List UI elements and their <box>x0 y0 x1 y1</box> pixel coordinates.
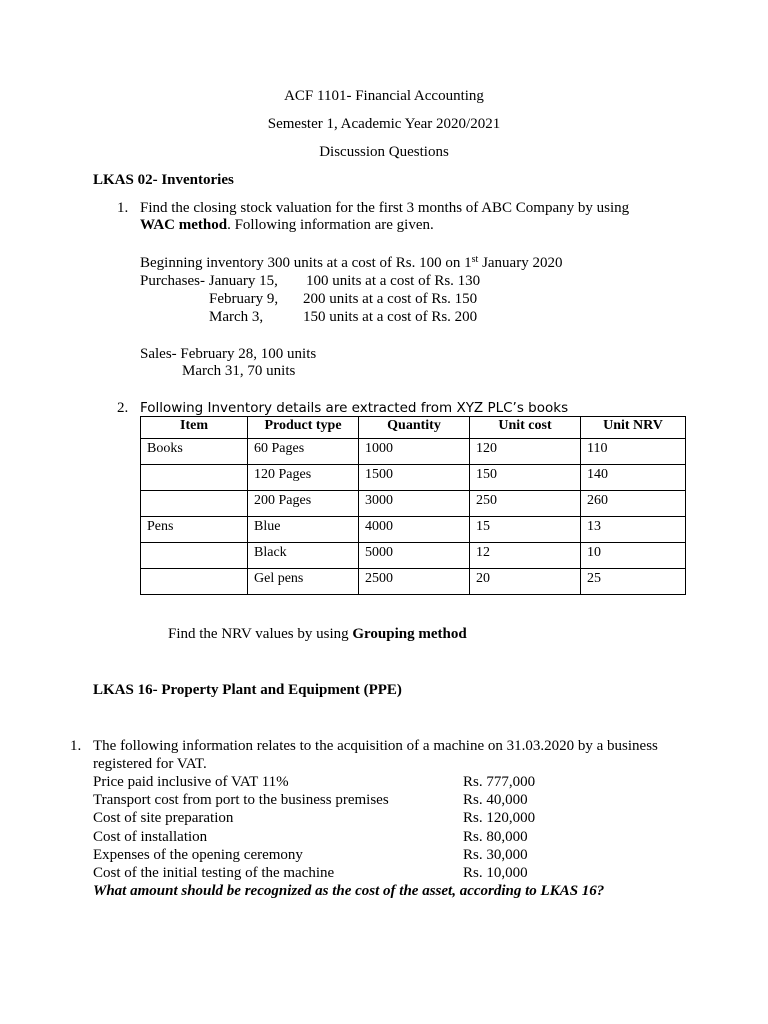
cell: 10 <box>581 543 686 569</box>
cost-item-amount: Rs. 40,000 <box>463 792 528 808</box>
col-unit-cost: Unit cost <box>470 417 581 439</box>
cell: 120 <box>470 439 581 465</box>
cell <box>141 569 248 595</box>
col-quantity: Quantity <box>359 417 470 439</box>
sales-mar: March 31, 70 units <box>182 363 296 379</box>
cell: 60 Pages <box>248 439 359 465</box>
cell: 25 <box>581 569 686 595</box>
cell: 4000 <box>359 517 470 543</box>
sales-feb: Sales- February 28, 100 units <box>140 346 317 362</box>
grouping-method-text: Grouping method <box>352 626 467 642</box>
cell <box>141 491 248 517</box>
q1-number: 1. <box>117 200 129 216</box>
cost-item-amount: Rs. 120,000 <box>463 810 536 826</box>
purchase-feb-date: February 9, <box>209 291 279 307</box>
cell: 200 Pages <box>248 491 359 517</box>
cell: 250 <box>470 491 581 517</box>
q2-number: 2. <box>117 400 129 416</box>
course-title: ACF 1101- Financial Accounting <box>284 88 484 104</box>
table-row <box>141 491 686 517</box>
q1-line2 <box>140 216 434 234</box>
q1-line1: Find the closing stock valuation for the first 3 months of ABC Company by using <box>140 200 630 216</box>
wac-method-text: WAC method <box>140 217 228 233</box>
cell: Gel pens <box>248 569 359 595</box>
discussion-subtitle: Discussion Questions <box>319 144 449 160</box>
cell: 1000 <box>359 439 470 465</box>
cell: Books <box>141 439 248 465</box>
col-item: Item <box>141 417 248 439</box>
q1-line2-rest: . Following information are given. <box>227 217 434 233</box>
cell: 260 <box>581 491 686 517</box>
inventory-table <box>140 416 686 595</box>
q2-intro: Following Inventory details are extracted from XYZ PLC’s books <box>140 400 569 416</box>
cost-item-label: Cost of installation <box>93 829 208 845</box>
beginning-inventory <box>140 254 562 272</box>
table-row <box>141 543 686 569</box>
ppe-q1-line2: registered for VAT. <box>93 756 207 772</box>
cost-item-amount: Rs. 777,000 <box>463 774 536 790</box>
cell: 150 <box>470 465 581 491</box>
cost-item-label: Transport cost from port to the business premises <box>93 792 389 808</box>
beginning-date: January 2020 <box>478 255 563 271</box>
cell: 20 <box>470 569 581 595</box>
cost-item-label: Cost of site preparation <box>93 810 234 826</box>
purchases-label: Purchases- January 15, <box>140 273 278 289</box>
beginning-text: Beginning inventory 300 units at a cost of Rs. 100 on 1 <box>140 255 472 271</box>
cost-item-label: Price paid inclusive of VAT 11% <box>93 774 289 790</box>
cost-item-amount: Rs. 10,000 <box>463 865 528 881</box>
table-row <box>141 439 686 465</box>
table-row <box>141 465 686 491</box>
cell: 140 <box>581 465 686 491</box>
table-row <box>141 517 686 543</box>
ppe-q1-line1: The following information relates to the acquisition of a machine on 31.03.2020 by a business <box>93 738 658 754</box>
cost-item-amount: Rs. 80,000 <box>463 829 528 845</box>
table-row <box>141 569 686 595</box>
purchase-mar: 150 units at a cost of Rs. 200 <box>303 309 478 325</box>
semester-line: Semester 1, Academic Year 2020/2021 <box>267 116 501 132</box>
cell: 13 <box>581 517 686 543</box>
q2-task <box>168 625 467 643</box>
cell: 3000 <box>359 491 470 517</box>
purchase-mar-date: March 3, <box>209 309 264 325</box>
cost-item-label: Cost of the initial testing of the machine <box>93 865 335 881</box>
cell: 1500 <box>359 465 470 491</box>
cost-item-amount: Rs. 30,000 <box>463 847 528 863</box>
ppe-question: What amount should be recognized as the cost of the asset, according to LKAS 16? <box>93 883 605 899</box>
ppe-q1-number: 1. <box>70 738 82 754</box>
cell: 110 <box>581 439 686 465</box>
cell <box>141 465 248 491</box>
table-header-row <box>141 417 686 439</box>
cell: Black <box>248 543 359 569</box>
cell: 5000 <box>359 543 470 569</box>
cell: 120 Pages <box>248 465 359 491</box>
cell: 15 <box>470 517 581 543</box>
cell <box>141 543 248 569</box>
purchase-jan: 100 units at a cost of Rs. 130 <box>306 273 481 289</box>
cell: Pens <box>141 517 248 543</box>
cell: 2500 <box>359 569 470 595</box>
cost-item-label: Expenses of the opening ceremony <box>93 847 303 863</box>
cell: Blue <box>248 517 359 543</box>
section-title-lkas16: LKAS 16- Property Plant and Equipment (PPE) <box>93 682 402 698</box>
q2-task-text: Find the NRV values by using <box>168 626 353 642</box>
col-product-type: Product type <box>248 417 359 439</box>
cell: 12 <box>470 543 581 569</box>
col-unit-nrv: Unit NRV <box>581 417 686 439</box>
purchase-feb: 200 units at a cost of Rs. 150 <box>303 291 478 307</box>
section-title-lkas02: LKAS 02- Inventories <box>93 172 234 188</box>
ordinal-sup: st <box>471 254 479 265</box>
